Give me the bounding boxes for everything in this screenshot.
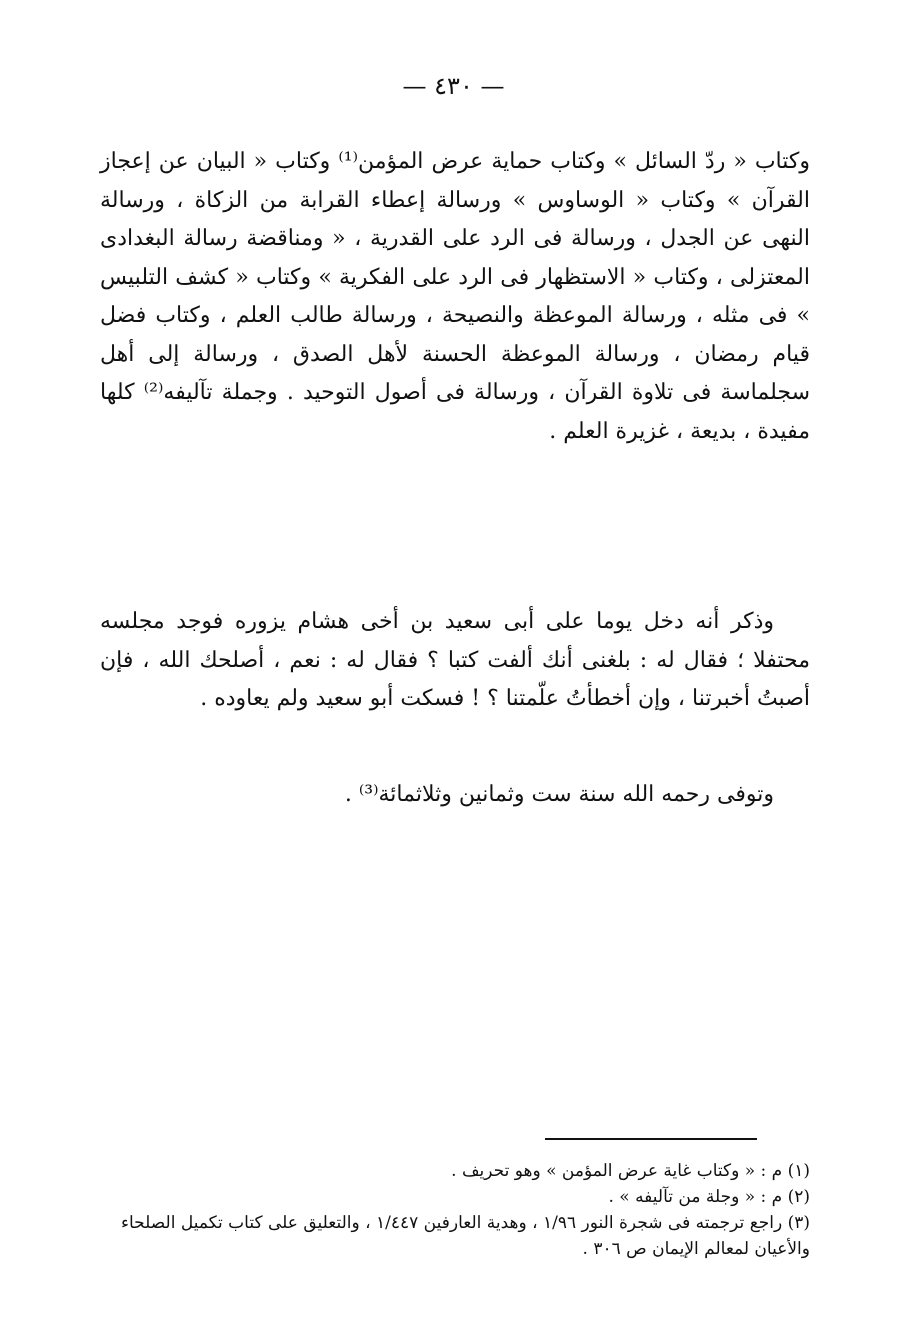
paragraph-works-list	[100, 143, 810, 451]
paragraph-anecdote	[100, 603, 810, 719]
paragraph-text: وكتاب « ردّ السائل » وكتاب حماية عرض المؤمن⁽¹⁾ وكتاب « البيان عن إعجاز القرآن » وكتاب « الوساوس » ورسالة إعطاء القرابة من الزكاة ، ورسالة النهى عن الجدل ، ورسالة فى الرد على القدرية ، « ومناقضة رسالة البغدادى المعتزلى ، وكتاب « الاستظهار فى الرد على الفكرية » وكتاب « كشف التلبيس » فى مثله ، ورسالة الموعظة والنصيحة ، ورسالة طالب العلم ، وكتاب فضل قيام رمضان ، ورسالة الموعظة الحسنة لأهل الصدق ، ورسالة إلى أهل سجلماسة فى تلاوة القرآن ، ورسالة فى أصول التوحيد . وجملة تآليفه⁽²⁾ كلها مفيدة ، بديعة ، غزيرة العلم .	[100, 149, 810, 444]
paragraph-text: وذكر أنه دخل يوما على أبى سعيد بن أخى هشام يزوره فوجد مجلسه محتفلا ؛ فقال له : بلغنى أنك ألفت كتبا ؟ فقال له : نعم ، أصلحك الله ، فإن أصبتُ أخبرتنا ، وإن أخطأتُ علّمتنا ؟ ! فسكت أبو سعيد ولم يعاوده .	[100, 609, 810, 711]
footnote-3: (٣) راجع ترجمته فى شجرة النور ١/٩٦ ، وهدية العارفين ١/٤٤٧ ، والتعليق على كتاب تكميل الصلحاء والأعيان لمعالم الإيمان ص ٣٠٦ .	[121, 1213, 810, 1259]
footnotes	[110, 1158, 810, 1262]
footnote-divider	[545, 1138, 757, 1140]
footnote-2: (٢) م : « وجلة من تآليفه » .	[608, 1187, 810, 1207]
page-number: — ٤٣٠ —	[402, 72, 505, 100]
paragraph-text: وتوفى رحمه الله سنة ست وثمانين وثلاثمائة⁽³⁾ .	[344, 782, 774, 807]
footnote-1: (١) م : « وكتاب غاية عرض المؤمن » وهو تحريف .	[451, 1161, 810, 1181]
paragraph-death	[100, 776, 810, 815]
